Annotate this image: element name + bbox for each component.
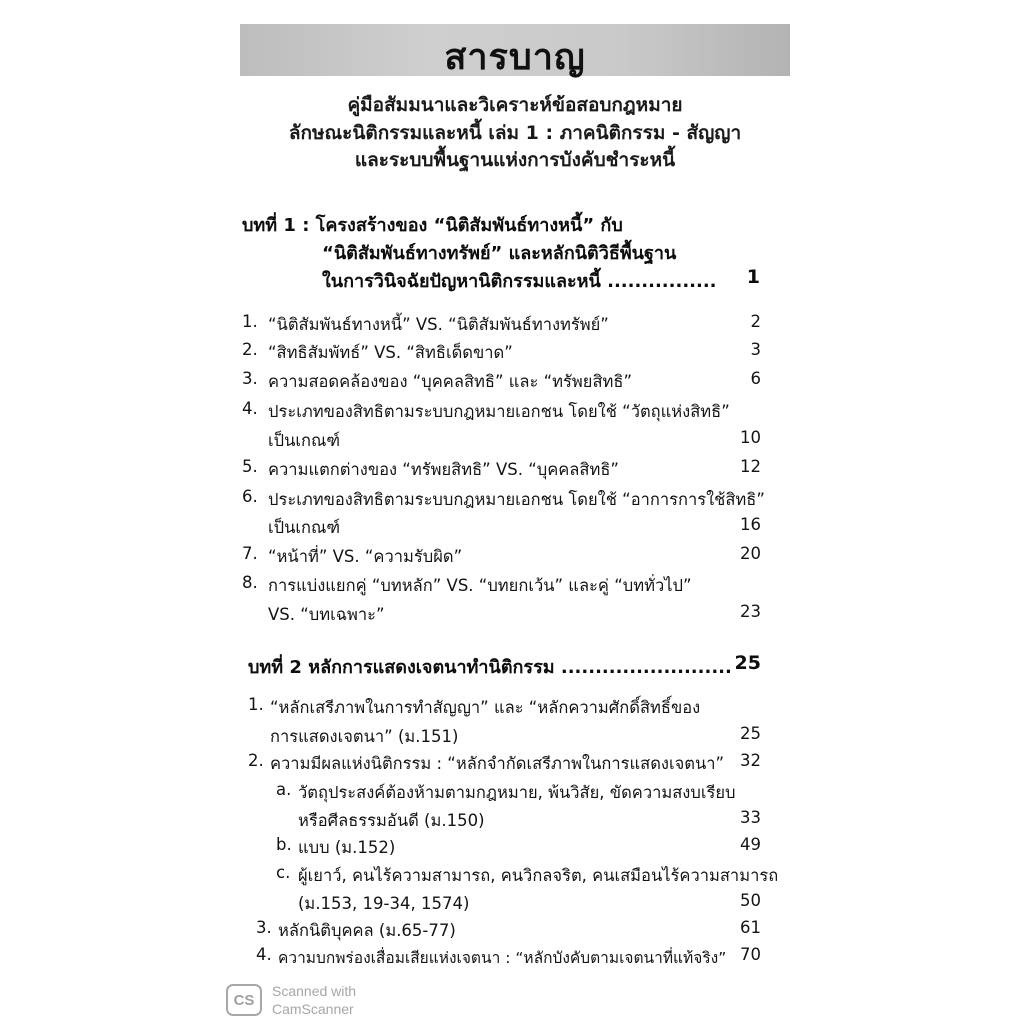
subtitle-line-1: คู่มือสัมมนาและวิเคราะห์ข้อสอบกฎหมาย xyxy=(347,94,683,116)
toc-item-page: 70 xyxy=(740,945,761,964)
toc-item-text: ประเภทของสิทธิตามระบบกฎหมายเอกชน โดยใช้ “วัตถุแห่งสิทธิ” xyxy=(268,402,730,421)
toc-item-text: ผู้เยาว์, คนไร้ความสามารถ, คนวิกลจริต, คนเสมือนไร้ความสามารถ xyxy=(298,866,779,885)
chapter-1-page: 1 xyxy=(746,266,760,288)
toc-item-number: 3. xyxy=(256,918,272,937)
toc-item-number: 1. xyxy=(248,695,264,714)
watermark-line-2: CamScanner xyxy=(272,1001,354,1017)
chapter-1-heading-line-3: ในการวินิจฉัยปัญหานิติกรรมและหนี้ ................ xyxy=(322,271,717,292)
toc-item-number: 8. xyxy=(242,573,258,592)
toc-item-text: ความแตกต่างของ “ทรัพยสิทธิ” VS. “บุคคลสิทธิ” xyxy=(268,460,619,479)
toc-item-text-continued: หรือศีลธรรมอันดี (ม.150) xyxy=(298,811,485,830)
toc-item-text-continued: เป็นเกณฑ์ xyxy=(268,518,341,537)
toc-item-number: 6. xyxy=(242,487,258,506)
chapter-2-heading: บทที่ 2 หลักการแสดงเจตนาทำนิติกรรม ......................... xyxy=(248,657,732,678)
toc-item-page: 12 xyxy=(740,457,761,476)
toc-item-text: “สิทธิสัมพัทธ์” VS. “สิทธิเด็ดขาด” xyxy=(268,343,513,362)
toc-item-page: 25 xyxy=(740,724,761,743)
toc-item-page: 23 xyxy=(740,602,761,621)
toc-item-number: 2. xyxy=(242,340,258,359)
toc-subitem-letter: b. xyxy=(276,835,292,854)
toc-item-number: 7. xyxy=(242,544,258,563)
toc-item-text: การแบ่งแยกคู่ “บทหลัก” VS. “บทยกเว้น” และคู่ “บททั่วไป” xyxy=(268,576,692,595)
subtitle-line-2: ลักษณะนิติกรรมและหนี้ เล่ม 1 : ภาคนิติกรรม - สัญญา xyxy=(288,122,742,144)
toc-item-text: “หน้าที่” VS. “ความรับผิด” xyxy=(268,547,463,566)
toc-item-page: 10 xyxy=(740,428,761,447)
toc-item-text: แบบ (ม.152) xyxy=(298,838,396,857)
toc-item-text-continued: VS. “บทเฉพาะ” xyxy=(268,605,385,624)
toc-item-number: 1. xyxy=(242,312,258,331)
toc-item-number: 2. xyxy=(248,751,264,770)
subtitle-line-3: และระบบพื้นฐานแห่งการบังคับชำระหนี้ xyxy=(354,149,676,171)
toc-subitem-letter: c. xyxy=(276,863,291,882)
chapter-2-page: 25 xyxy=(734,652,761,674)
toc-item-text: “หลักเสรีภาพในการทำสัญญา” และ “หลักความศักดิ์สิทธิ์ของ xyxy=(270,698,701,717)
toc-item-page: 20 xyxy=(740,544,761,563)
toc-item-text-continued: การแสดงเจตนา” (ม.151) xyxy=(270,727,459,746)
toc-item-text: ความสอดคล้องของ “บุคคลสิทธิ” และ “ทรัพยสิทธิ” xyxy=(268,372,633,391)
toc-item-page: 3 xyxy=(750,340,761,359)
toc-item-text: “นิติสัมพันธ์ทางหนี้” VS. “นิติสัมพันธ์ทางทรัพย์” xyxy=(268,315,609,334)
toc-item-text: ความมีผลแห่งนิติกรรม : “หลักจำกัดเสรีภาพในการแสดงเจตนา” xyxy=(270,754,725,773)
toc-item-page: 2 xyxy=(750,312,761,331)
toc-item-page: 61 xyxy=(740,918,761,937)
toc-item-page: 33 xyxy=(740,808,761,827)
toc-item-text: ประเภทของสิทธิตามระบบกฎหมายเอกชน โดยใช้ “อาการการใช้สิทธิ” xyxy=(268,490,765,509)
title-banner xyxy=(240,24,790,76)
toc-subitem-letter: a. xyxy=(276,780,292,799)
camscanner-logo-icon: CS xyxy=(226,984,262,1016)
toc-item-page: 49 xyxy=(740,835,761,854)
page-title: สารบาญ xyxy=(444,37,586,78)
toc-item-text-continued: เป็นเกณฑ์ xyxy=(268,431,341,450)
toc-item-number: 4. xyxy=(242,399,258,418)
toc-item-page: 16 xyxy=(740,515,761,534)
toc-item-text: วัตถุประสงค์ต้องห้ามตามกฎหมาย, พ้นวิสัย, ขัดความสงบเรียบ xyxy=(298,783,736,802)
toc-item-number: 5. xyxy=(242,457,258,476)
toc-item-page: 6 xyxy=(750,369,761,388)
toc-item-text: หลักนิติบุคคล (ม.65-77) xyxy=(278,921,456,940)
toc-item-text: ความบกพร่องเสื่อมเสียแห่งเจตนา : “หลักบังคับตามเจตนาที่แท้จริง” xyxy=(278,949,727,967)
camscanner-watermark xyxy=(272,982,356,1018)
toc-item-page: 50 xyxy=(740,891,761,910)
chapter-1-heading-line-1: บทที่ 1 : โครงสร้างของ “นิติสัมพันธ์ทางหนี้” กับ xyxy=(242,215,623,236)
toc-item-number: 4. xyxy=(256,945,272,964)
chapter-1-heading-line-2: “นิติสัมพันธ์ทางทรัพย์” และหลักนิติวิธีพื้นฐาน xyxy=(322,243,677,264)
toc-item-number: 3. xyxy=(242,369,258,388)
toc-item-text-continued: (ม.153, 19-34, 1574) xyxy=(298,894,470,913)
watermark-line-1: Scanned with xyxy=(272,983,357,999)
toc-item-page: 32 xyxy=(740,751,761,770)
